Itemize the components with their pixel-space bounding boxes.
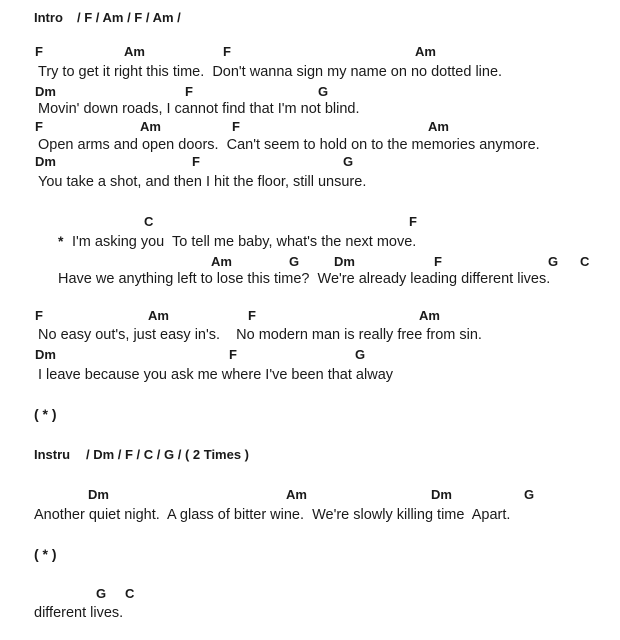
chord: G — [548, 254, 559, 269]
chord: Am — [211, 254, 232, 269]
chorus-repeat-marker: ( * ) — [34, 546, 57, 562]
lyric-line: I'm asking you To tell me baby, what's the next move. — [72, 234, 417, 250]
chord: Dm — [35, 347, 56, 362]
chord: Am — [124, 44, 145, 59]
instrumental-sequence: / Dm / F / C / G / ( 2 Times ) — [86, 447, 250, 462]
chord: G — [343, 154, 354, 169]
chord: F — [409, 214, 417, 229]
chord: C — [144, 214, 154, 229]
chord: Am — [419, 308, 440, 323]
chorus-repeat-marker: ( * ) — [34, 406, 57, 422]
chord: F — [185, 84, 193, 99]
chord: F — [223, 44, 231, 59]
chorus-marker: * — [58, 233, 64, 249]
chord: G — [355, 347, 366, 362]
chord: Dm — [88, 487, 109, 502]
chord: F — [35, 119, 43, 134]
chord: Am — [140, 119, 161, 134]
lyric-line: I leave because you ask me where I've been that alway — [38, 367, 394, 383]
chord: Dm — [334, 254, 355, 269]
chord: Am — [428, 119, 449, 134]
chord: C — [580, 254, 590, 269]
chord: F — [229, 347, 237, 362]
chord: F — [232, 119, 240, 134]
lyric-line: Try to get it right this time. Don't wanna sign my name on no dotted line. — [38, 64, 503, 80]
chord: Dm — [431, 487, 452, 502]
lyric-line: Have we anything left to lose this time? We're already leading different lives. — [58, 271, 551, 287]
chord: Am — [286, 487, 307, 502]
chord: F — [192, 154, 200, 169]
chord: Dm — [35, 154, 56, 169]
chord: Am — [415, 44, 436, 59]
chord: Am — [148, 308, 169, 323]
chord: G — [289, 254, 300, 269]
chord: G — [318, 84, 329, 99]
chord: G — [96, 586, 107, 601]
lyric-line: You take a shot, and then I hit the floor, still unsure. — [38, 174, 367, 190]
chord: Dm — [35, 84, 56, 99]
chord: F — [248, 308, 256, 323]
chord: C — [125, 586, 135, 601]
chord: G — [524, 487, 535, 502]
chord: F — [35, 44, 43, 59]
intro-label: Intro — [34, 10, 63, 25]
lyric-line: No easy out's, just easy in's. No modern man is really free from sin. — [38, 327, 482, 343]
lyric-line: Another quiet night. A glass of bitter wine. We're slowly killing time Apart. — [34, 507, 511, 523]
lyric-line: different lives. — [34, 605, 124, 621]
lyric-line: Open arms and open doors. Can't seem to hold on to the memories anymore. — [38, 137, 540, 153]
instrumental-label: Instru — [34, 447, 71, 462]
chord: F — [35, 308, 43, 323]
chord: F — [434, 254, 442, 269]
intro-sequence: / F / Am / F / Am / — [77, 10, 181, 25]
lyric-line: Movin' down roads, I cannot find that I'm not blind. — [38, 101, 360, 117]
